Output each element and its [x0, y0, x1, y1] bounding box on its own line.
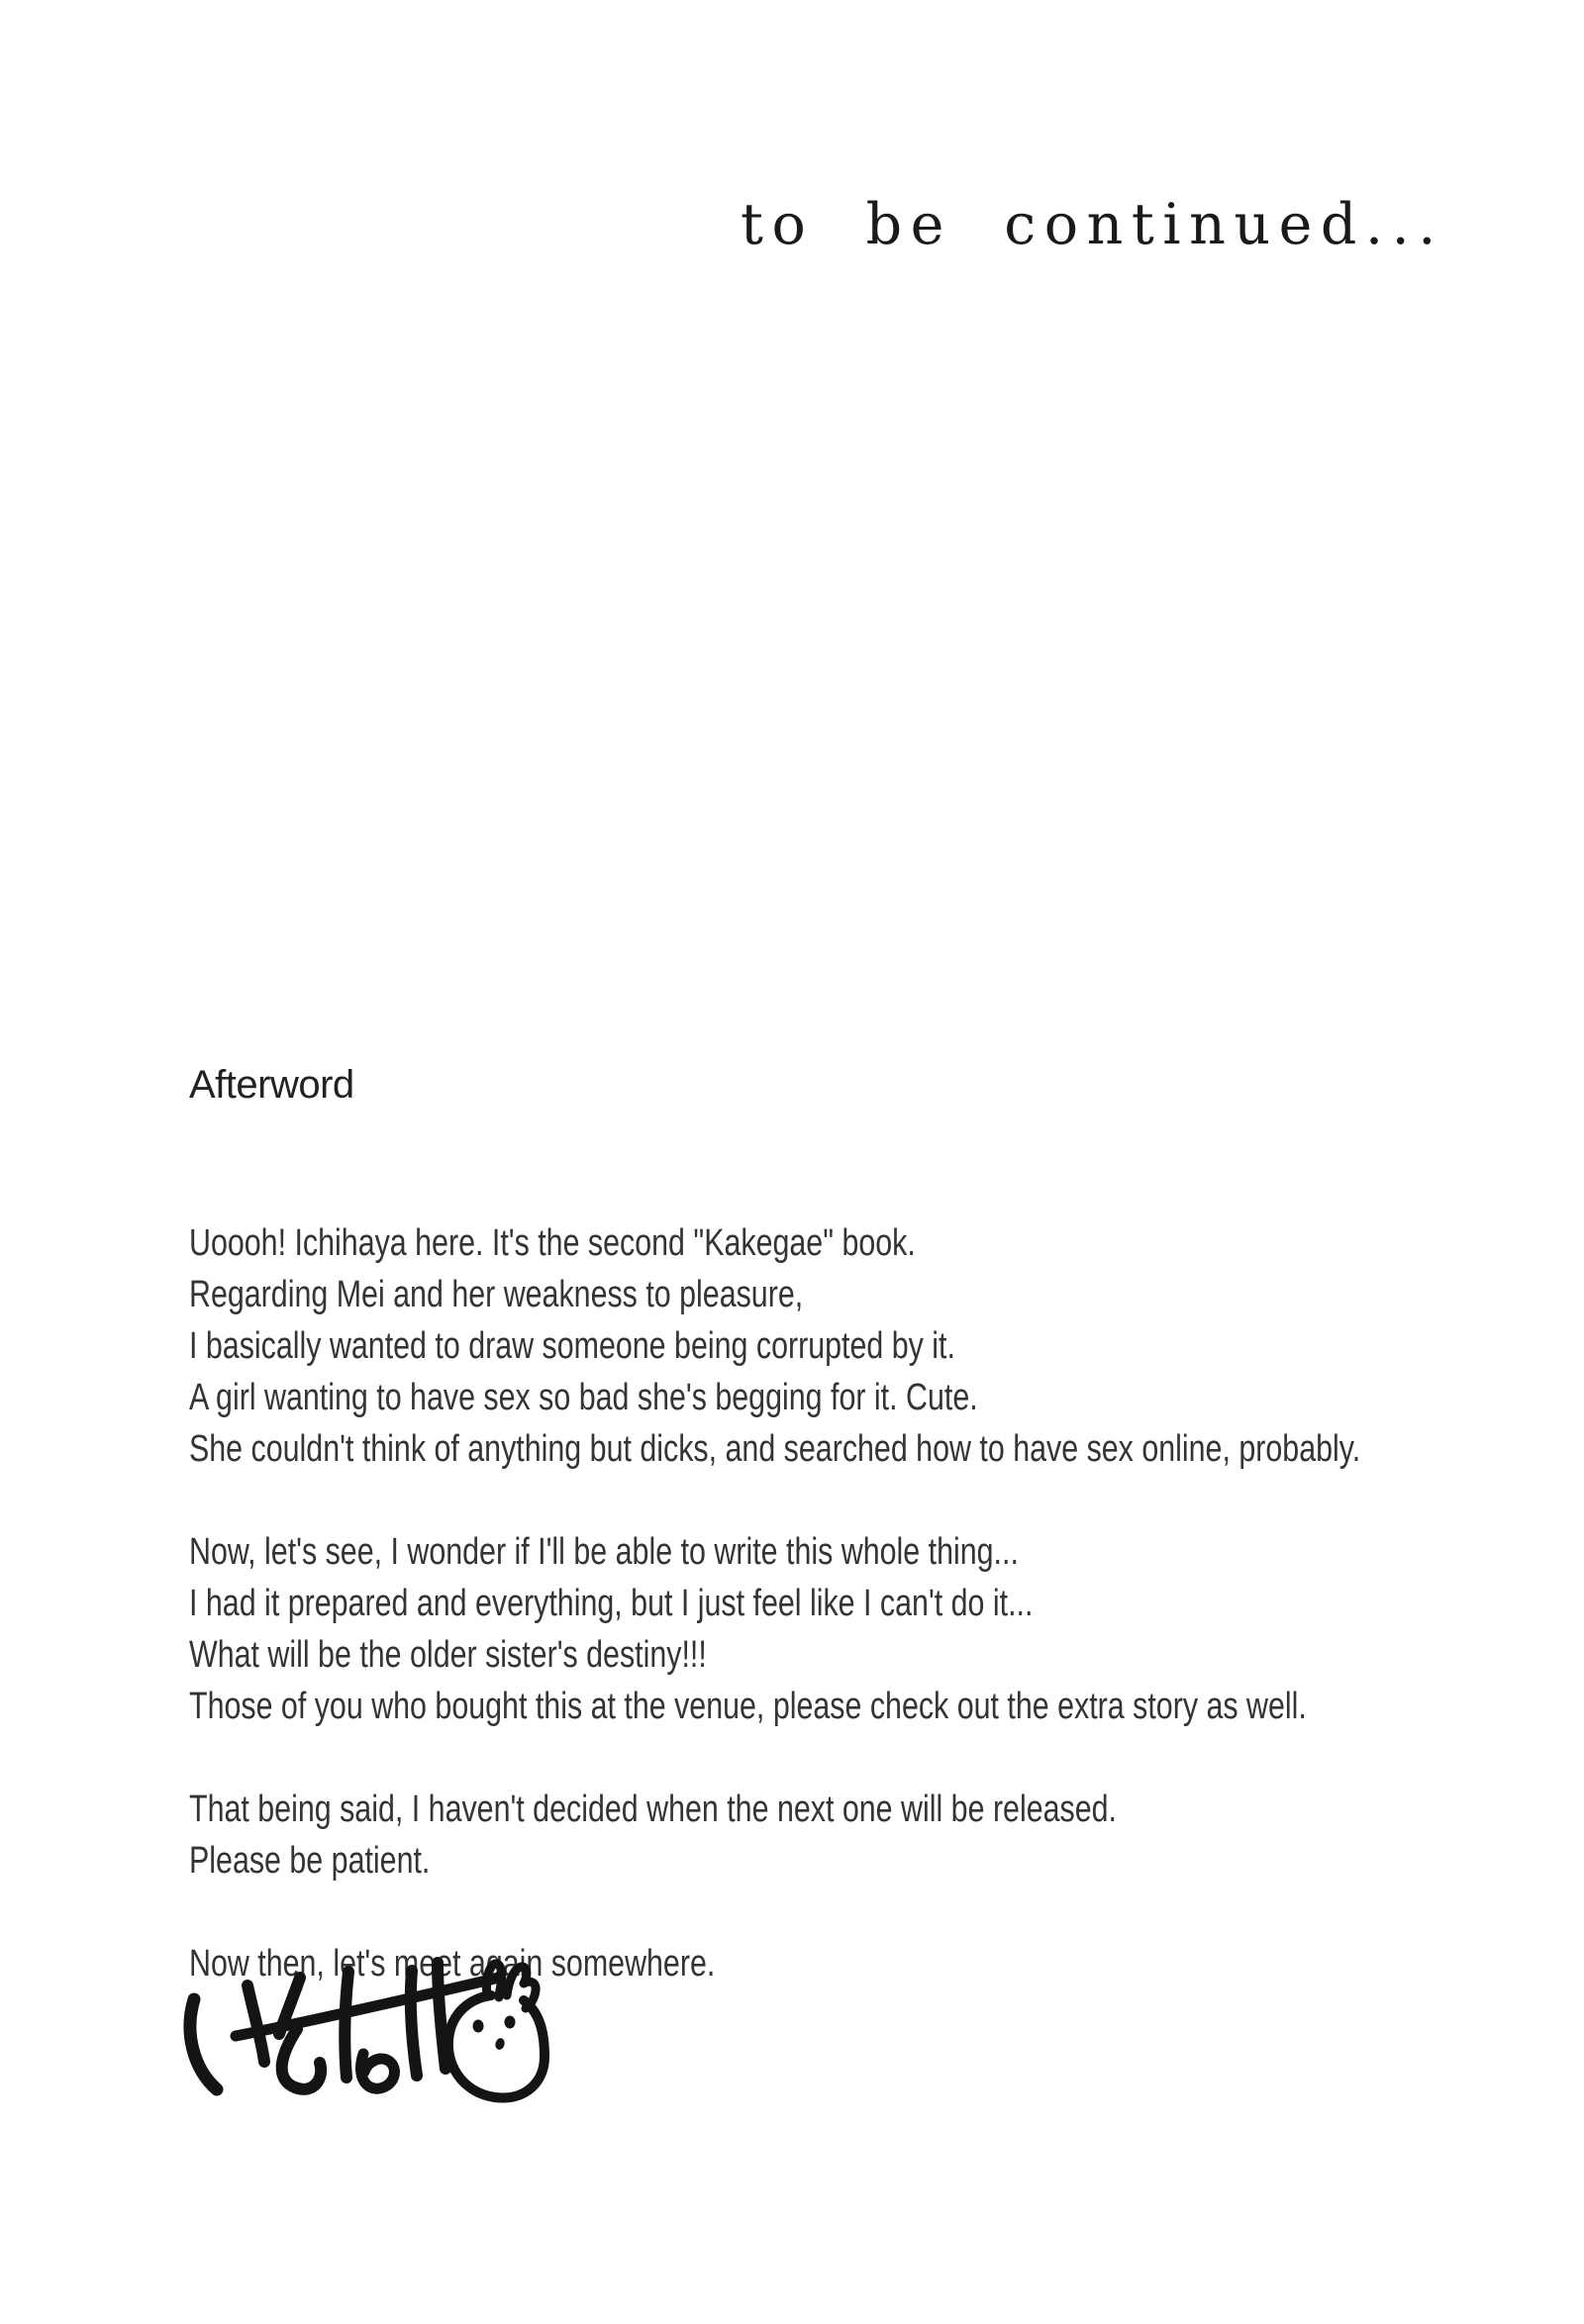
signature-stroke-ha-vertical — [345, 1972, 348, 2078]
afterword-line: A girl wanting to have sex so bad she's begging for it. Cute. — [189, 1377, 978, 1418]
signature-stroke-ha-loop — [361, 2054, 395, 2088]
afterword-heading: Afterword — [189, 1063, 354, 1107]
afterword-line: I basically wanted to draw someone being corrupted by it. — [189, 1325, 955, 1367]
afterword-line: Uoooh! Ichihaya here. It's the second "Kakegae" book. — [189, 1222, 916, 1264]
afterword-line: Those of you who bought this at the venue, please check out the extra story as well. — [189, 1686, 1307, 1727]
signature-ichihaya — [168, 1938, 574, 2114]
afterword-line: That being said, I haven't decided when the next one will be released. — [189, 1789, 1117, 1830]
bunny-mouth — [494, 2037, 506, 2051]
signature-stroke-chi-curve — [282, 2029, 321, 2089]
afterword-line: Now, let's see, I wonder if I'll be able to write this whole thing... — [189, 1531, 1019, 1573]
signature-stroke-ya-vertical-1 — [411, 1971, 417, 2076]
bunny-right-eye — [505, 2016, 516, 2029]
to-be-continued-text: to be continued... — [741, 192, 1444, 257]
signature-stroke-i-left — [190, 1999, 217, 2089]
afterword-line: I had it prepared and everything, but I just feel like I can't do it... — [189, 1583, 1034, 1624]
afterword-line: She couldn't think of anything but dicks, and searched how to have sex online, probably. — [189, 1428, 1361, 1470]
afterword-line: Please be patient. — [189, 1840, 431, 1882]
afterword-body — [189, 1166, 1360, 1989]
signature-stroke-i-right — [248, 1985, 264, 2062]
bunny-left-eye — [473, 2020, 484, 2033]
afterword-line: Regarding Mei and her weakness to pleasure, — [189, 1274, 804, 1315]
afterword-line: Now then, let's meet again somewhere. — [189, 1943, 716, 1985]
afterword-line: What will be the older sister's destiny!!! — [189, 1634, 707, 1676]
